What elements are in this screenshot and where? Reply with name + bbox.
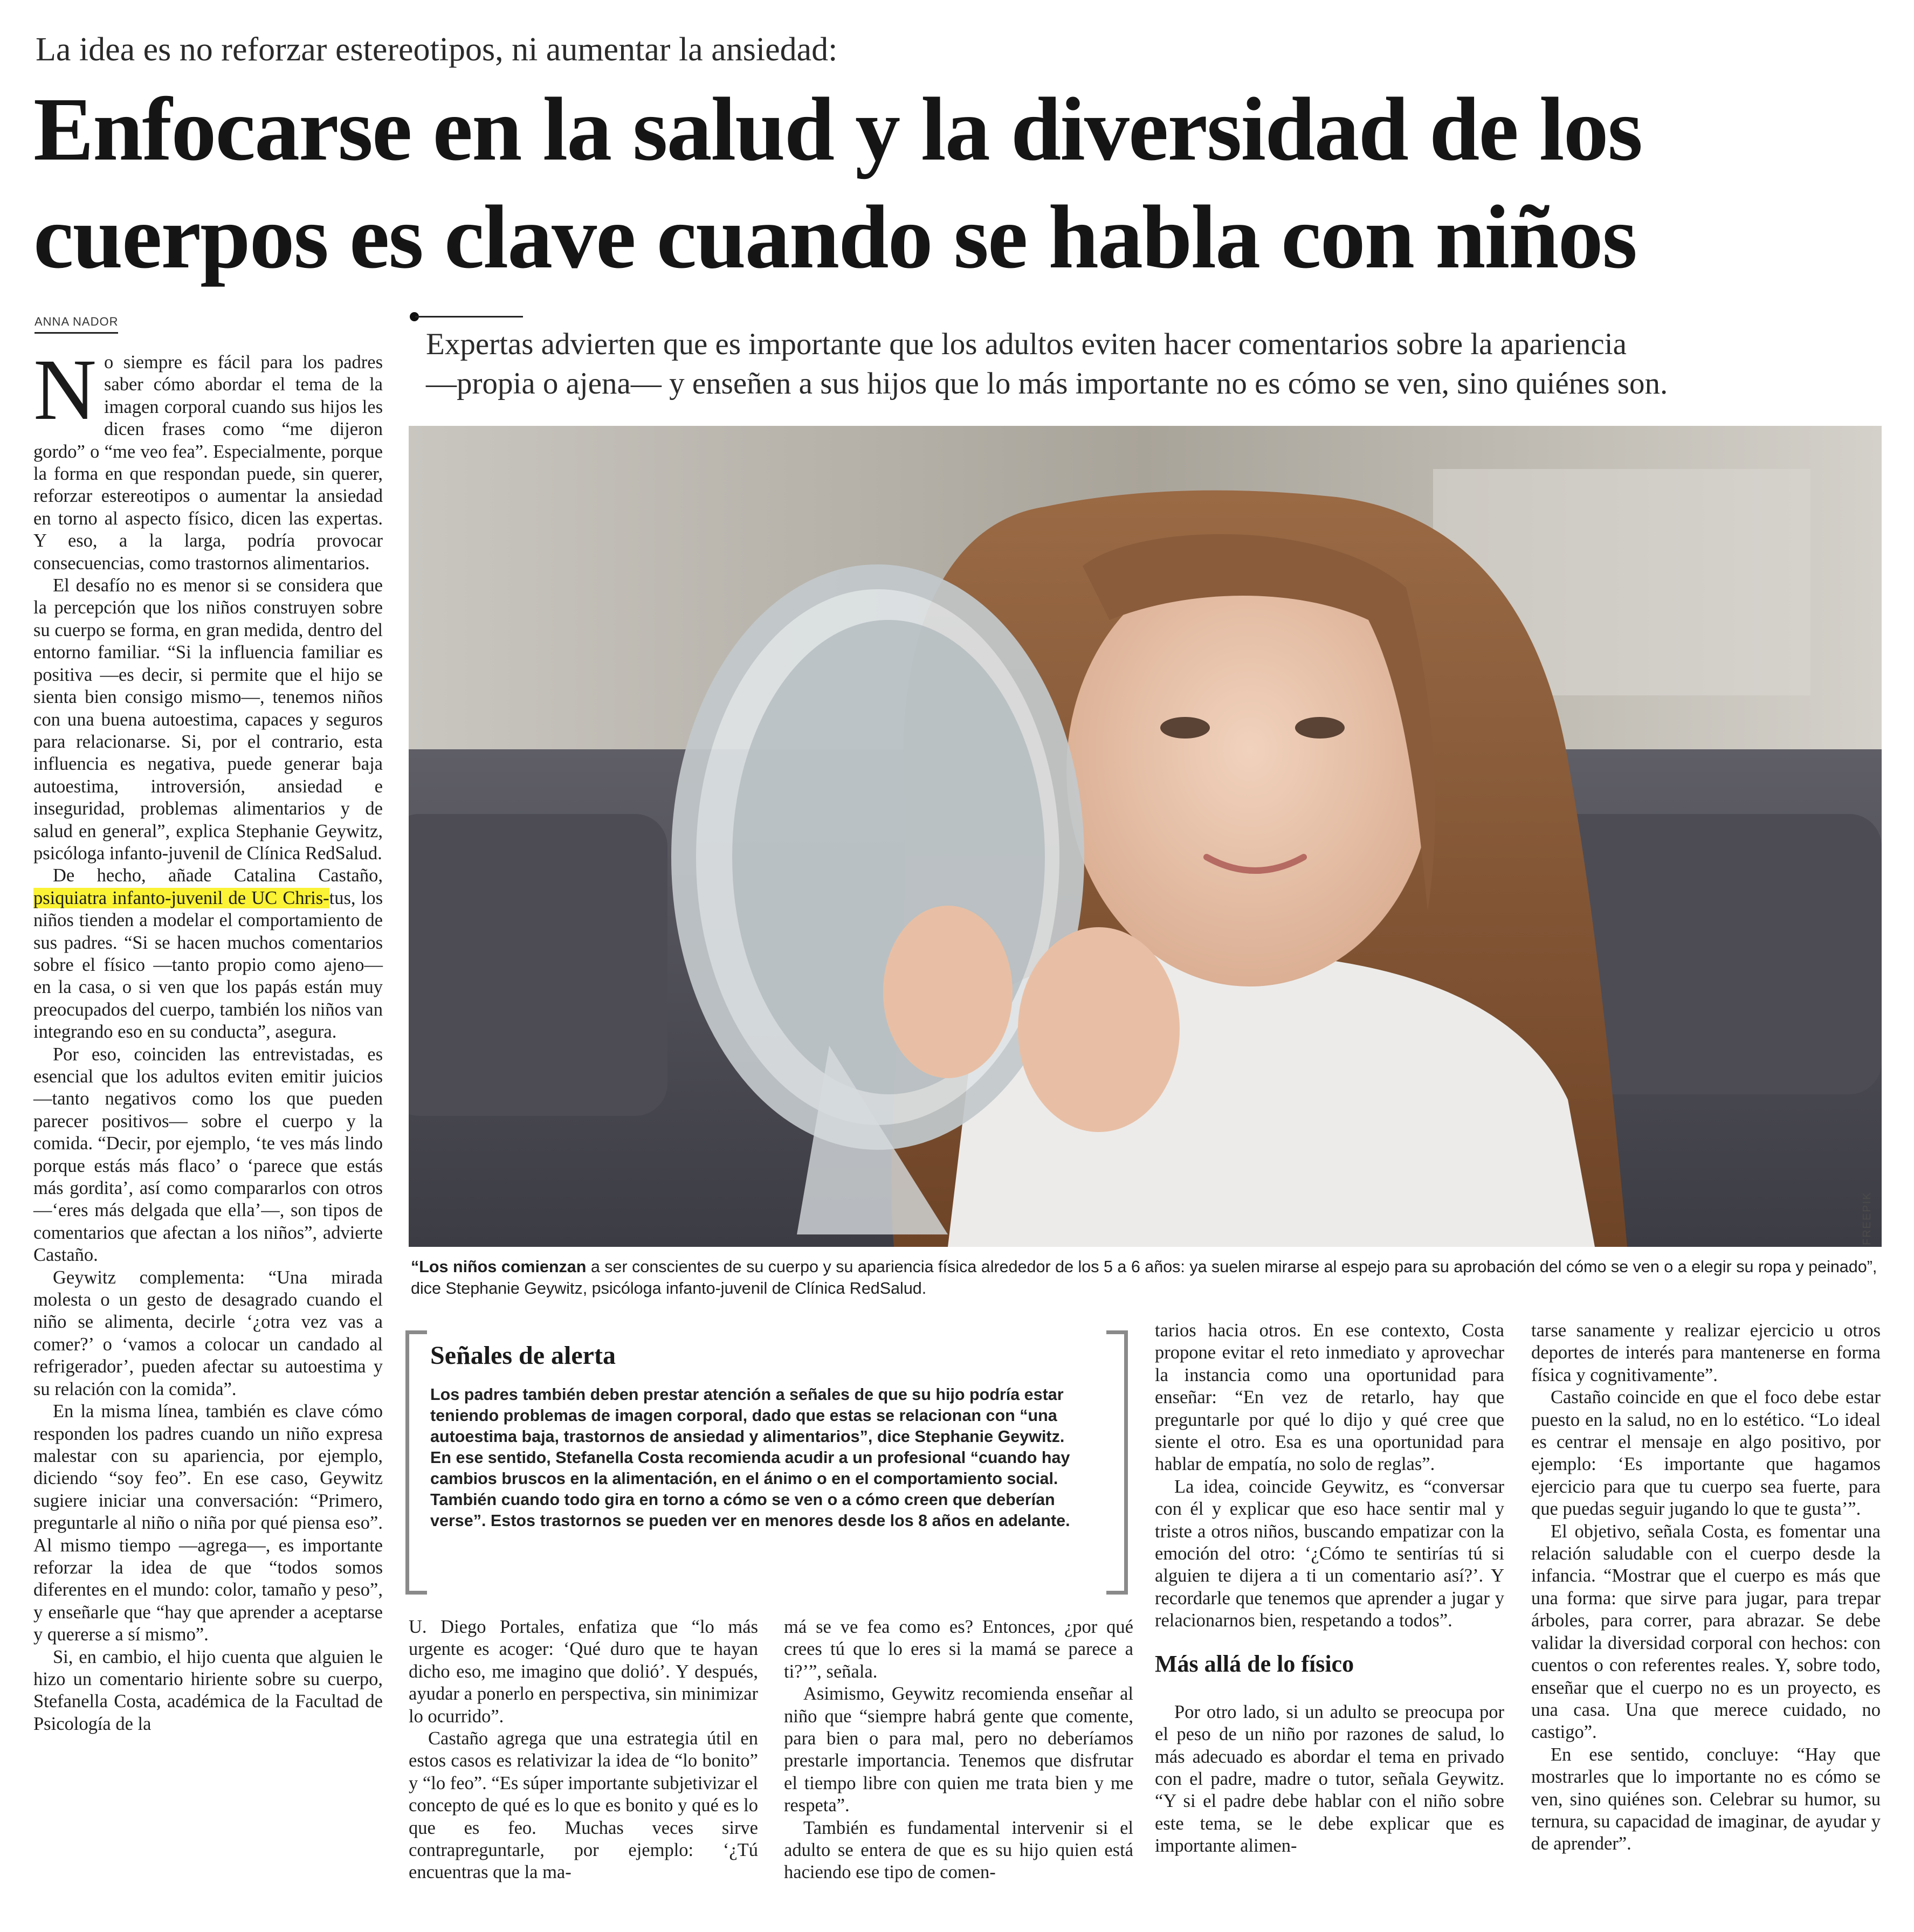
sidebar-paragraph: Los padres también deben prestar atención a señales de que su hijo podría estar teniendo problemas de imagen corporal, dado que estas se relacionan con “una autoestima baja, trastornos de ansiedad y alimentarios”, dice Stephanie Geywitz.	[430, 1385, 1065, 1446]
sidebar-bracket-right	[1106, 1330, 1128, 1595]
paragraph: En ese sentido, concluye: “Hay que mostrarles que lo importante no es cómo se ven, sino quiénes son. Celebrar su humor, su ternura, su capacidad de imaginar, de ayudar y de aprender”.	[1531, 1744, 1881, 1854]
article-kicker: La idea es no reforzar estereotipos, ni aumentar la ansiedad:	[36, 31, 838, 68]
sidebar-paragraph: En ese sentido, Stefanella Costa recomienda acudir a un profesional “cuando hay cambios bruscos en la alimentación, en el ánimo o en el comportamiento social. También cuando todo gira en torno a cómo se ven o a cómo creen que deberían verse”. Estos trastornos se pueden ver en menores desde los 8 años en adelante.	[430, 1448, 1070, 1530]
sidebar-bracket-left	[405, 1330, 427, 1595]
paragraph: La idea, coincide Geywitz, es “conversar con él y explicar que eso hace sentir mal y triste a otros niños, buscando empatizar con la emoción del otro: ‘¿Cómo te sentirías tú si alguien te dijera a ti un comentario así?’. Y recordarle que tenemos que aprender a jugar y relacionarnos bien, respetando a todos”.	[1155, 1476, 1504, 1631]
deck-rule	[415, 316, 523, 318]
drop-cap: N	[33, 342, 97, 438]
article-column-4	[1155, 1320, 1504, 1858]
paragraph: El objetivo, señala Costa, es fomentar una relación saludable con el cuerpo desde la infancia. “Mostrar que el cuerpo es más que una forma: que sirve para jugar, para trepar árboles, para correr, para abrazar. Se debe validar la diversidad corporal con hechos: con cuentos o con referentes reales. Y, sobre todo, enseñar que el cuerpo no es un proyecto, es una casa. Una que merece cuidado, no castigo”.	[1531, 1521, 1881, 1743]
article-column-5	[1531, 1320, 1881, 1855]
paragraph: Castaño agrega que una estrategia útil en estos casos es relativizar la idea de “lo bonito” y “lo feo”. “Es súper importante subjetivizar el concepto de qué es lo que es bonito y qué es lo que es feo. Muchas veces sirve contrapreguntarle, por ejemplo: ‘¿Tú encuentras que la ma-	[409, 1728, 758, 1883]
article-headline	[33, 75, 1877, 291]
article-column-1	[33, 342, 383, 1735]
paragraph: Por otro lado, si un adulto se preocupa por el peso de un niño por razones de salud, lo más adecuado es abordar el tema en privado con el padre, madre o tutor, señala Geywitz. “Y si el padre debe hablar con el niño sobre este tema, se le debe explicar que es importante alimen-	[1155, 1701, 1504, 1857]
paragraph: Por eso, coinciden las entrevistadas, es esencial que los adultos eviten emitir juicios —tanto negativos como los que pueden parecer positivos— sobre el cuerpo y la comida. “Decir, por ejemplo, ‘te ves más lindo porque estás más flaco’ o ‘parece que estás más gordita’, así como compararlos con otros —‘eres más delgada que ella’—, son tipos de comentarios que afectan a los niños”, advierte Castaño.	[33, 1044, 383, 1266]
paragraph: De hecho, añade Catalina Castaño, psiquiatra infanto-juvenil de UC Chris-tus, los niños tienden a modelar el comportamiento de sus padres. “Si se hacen muchos comentarios sobre el físico —tanto propio como ajeno— en la casa, o si ven que los papás están muy preocupados del cuerpo, también los niños van integrando eso en su conducta”, asegura.	[33, 865, 383, 1043]
paragraph: tarse sanamente y realizar ejercicio u otros deportes de interés para mantenerse en forma física y cognitivamente”.	[1531, 1320, 1881, 1385]
paragraph: En la misma línea, también es clave cómo responden los padres cuando un niño expresa malestar con su apariencia, por ejemplo, diciendo “soy feo”. En ese caso, Geywitz sugiere iniciar una conversación: “Primero, preguntarle al niño o niña por qué piensa eso”. Al mismo tiempo —agrega—, es importante reforzar la idea de que “todos somos diferentes en el mundo: color, tamaño y peso”, y enseñarle que “hay que aprender a aceptarse y quererse a sí mismo”.	[33, 1401, 383, 1645]
deck-line-2: —propia o ajena— y enseñen a sus hijos que lo más importante no es cómo se ven, sino quiénes son.	[426, 367, 1668, 401]
paragraph: Asimismo, Geywitz recomienda enseñar al niño que “siempre habrá gente que comente, para bien o para mal, pero no deberíamos prestarle importancia. Tenemos que disfrutar el tiempo libre con quien me trata bien y me respeta”.	[784, 1683, 1133, 1816]
paragraph: Castaño coincide en que el foco debe estar puesto en la salud, no en lo estético. “Lo ideal es centrar el mensaje en algo positivo, por ejemplo: ‘Es importante que hagamos ejercicio para que tu cuerpo sea fuerte, para que puedas seguir jugando lo que te gusta’”.	[1531, 1387, 1881, 1520]
caption-lead: “Los niños comienzan	[411, 1258, 587, 1276]
article-deck	[426, 325, 1839, 403]
paragraph: No siempre es fácil para los padres saber cómo abordar el tema de la imagen corporal cuando sus hijos les dicen frases como “me dijeron gordo” o “me veo fea”. Especialmente, porque la forma en que respondan puede, sin querer, reforzar estereotipos o aumentar la ansiedad en torno al aspecto físico, dicen las expertas. Y eso, a la larga, podría provocar consecuencias, como trastornos alimentarios.	[33, 342, 383, 574]
paragraph: El desafío no es menor si se considera que la percepción que los niños construyen sobre su cuerpo se forma, en gran medida, dentro del entorno familiar. “Si la influencia familiar es positiva —es decir, si permite que el hijo se sienta bien consigo mismo—, tenemos niños con una buena autoestima, capaces y seguros para relacionarse. Si, por el contrario, esta influencia es negativa, puede generar baja autoestima, introversión, ansiedad e inseguridad, problemas alimentarios y de salud en general”, explica Stephanie Geywitz, psicóloga infanto-juvenil de Clínica RedSalud.	[33, 575, 383, 864]
deck-line-1: Expertas advierten que es importante que los adultos eviten hacer comentarios sobre la apariencia	[426, 327, 1627, 361]
paragraph: má se ve fea como es? Entonces, ¿por qué crees tú que lo eres si la mamá se parece a ti?’”, señala.	[784, 1617, 1133, 1682]
sidebar-body	[430, 1384, 1092, 1531]
byline: ANNA NADOR	[35, 315, 118, 334]
article-column-2	[409, 1616, 758, 1884]
paragraph: Geywitz complementa: “Una mirada molesta o un gesto de desagrado cuando el niño se alimenta, decirle ‘¿otra vez vas a comer?’ o ‘vamos a colocar un candado al refrigerador’, pueden afectar su autoestima y su relación con la comida”.	[33, 1267, 383, 1399]
photo-caption	[411, 1256, 1881, 1299]
headline-line-2: cuerpos es clave cuando se habla con niños	[33, 187, 1636, 287]
paragraph: tarios hacia otros. En ese contexto, Costa propone evitar el reto inmediato y aprovechar la instancia como una oportunidad para enseñar: “En vez de retarlo, hay que preguntarle por qué lo dijo y qué cree que siente el otro. Esa es una oportunidad para hablar de empatía, no solo de reglas”.	[1155, 1320, 1504, 1475]
caption-text: a ser conscientes de su cuerpo y su apariencia física alrededor de los 5 a 6 años: ya suelen mirarse al espejo para su aprobación del cómo se ven o a elegir su ropa y peinado”, dice Stephanie Geywitz, psicóloga infanto-juvenil de Clínica RedSalud.	[411, 1258, 1877, 1298]
highlighted-text: psiquiatra infanto-juvenil de UC Chris-	[33, 887, 329, 908]
paragraph: Si, en cambio, el hijo cuenta que alguien le hizo un comentario hiriente sobre su cuerpo, Stefanella Costa, académica de la Facultad de Psicología de la	[33, 1646, 383, 1734]
headline-line-1: Enfocarse en la salud y la diversidad de los	[33, 79, 1642, 180]
photo-credit: FREEPIK	[1861, 1191, 1873, 1245]
paragraph: También es fundamental intervenir si el adulto se entera de que es su hijo quien está haciendo ese tipo de comen-	[784, 1817, 1133, 1883]
sidebar-title: Señales de alerta	[430, 1341, 616, 1370]
paragraph: U. Diego Portales, enfatiza que “lo más urgente es acoger: ‘Qué duro que te hayan dicho eso, me imagino que dolió’. Y después, ayudar a ponerlo en perspectiva, sin minimizar lo ocurrido”.	[409, 1617, 758, 1727]
article-column-3	[784, 1616, 1133, 1884]
photo-girl-with-mirror	[409, 426, 1882, 1247]
article-photo	[409, 426, 1882, 1247]
section-subhead: Más allá de lo físico	[1155, 1650, 1354, 1677]
